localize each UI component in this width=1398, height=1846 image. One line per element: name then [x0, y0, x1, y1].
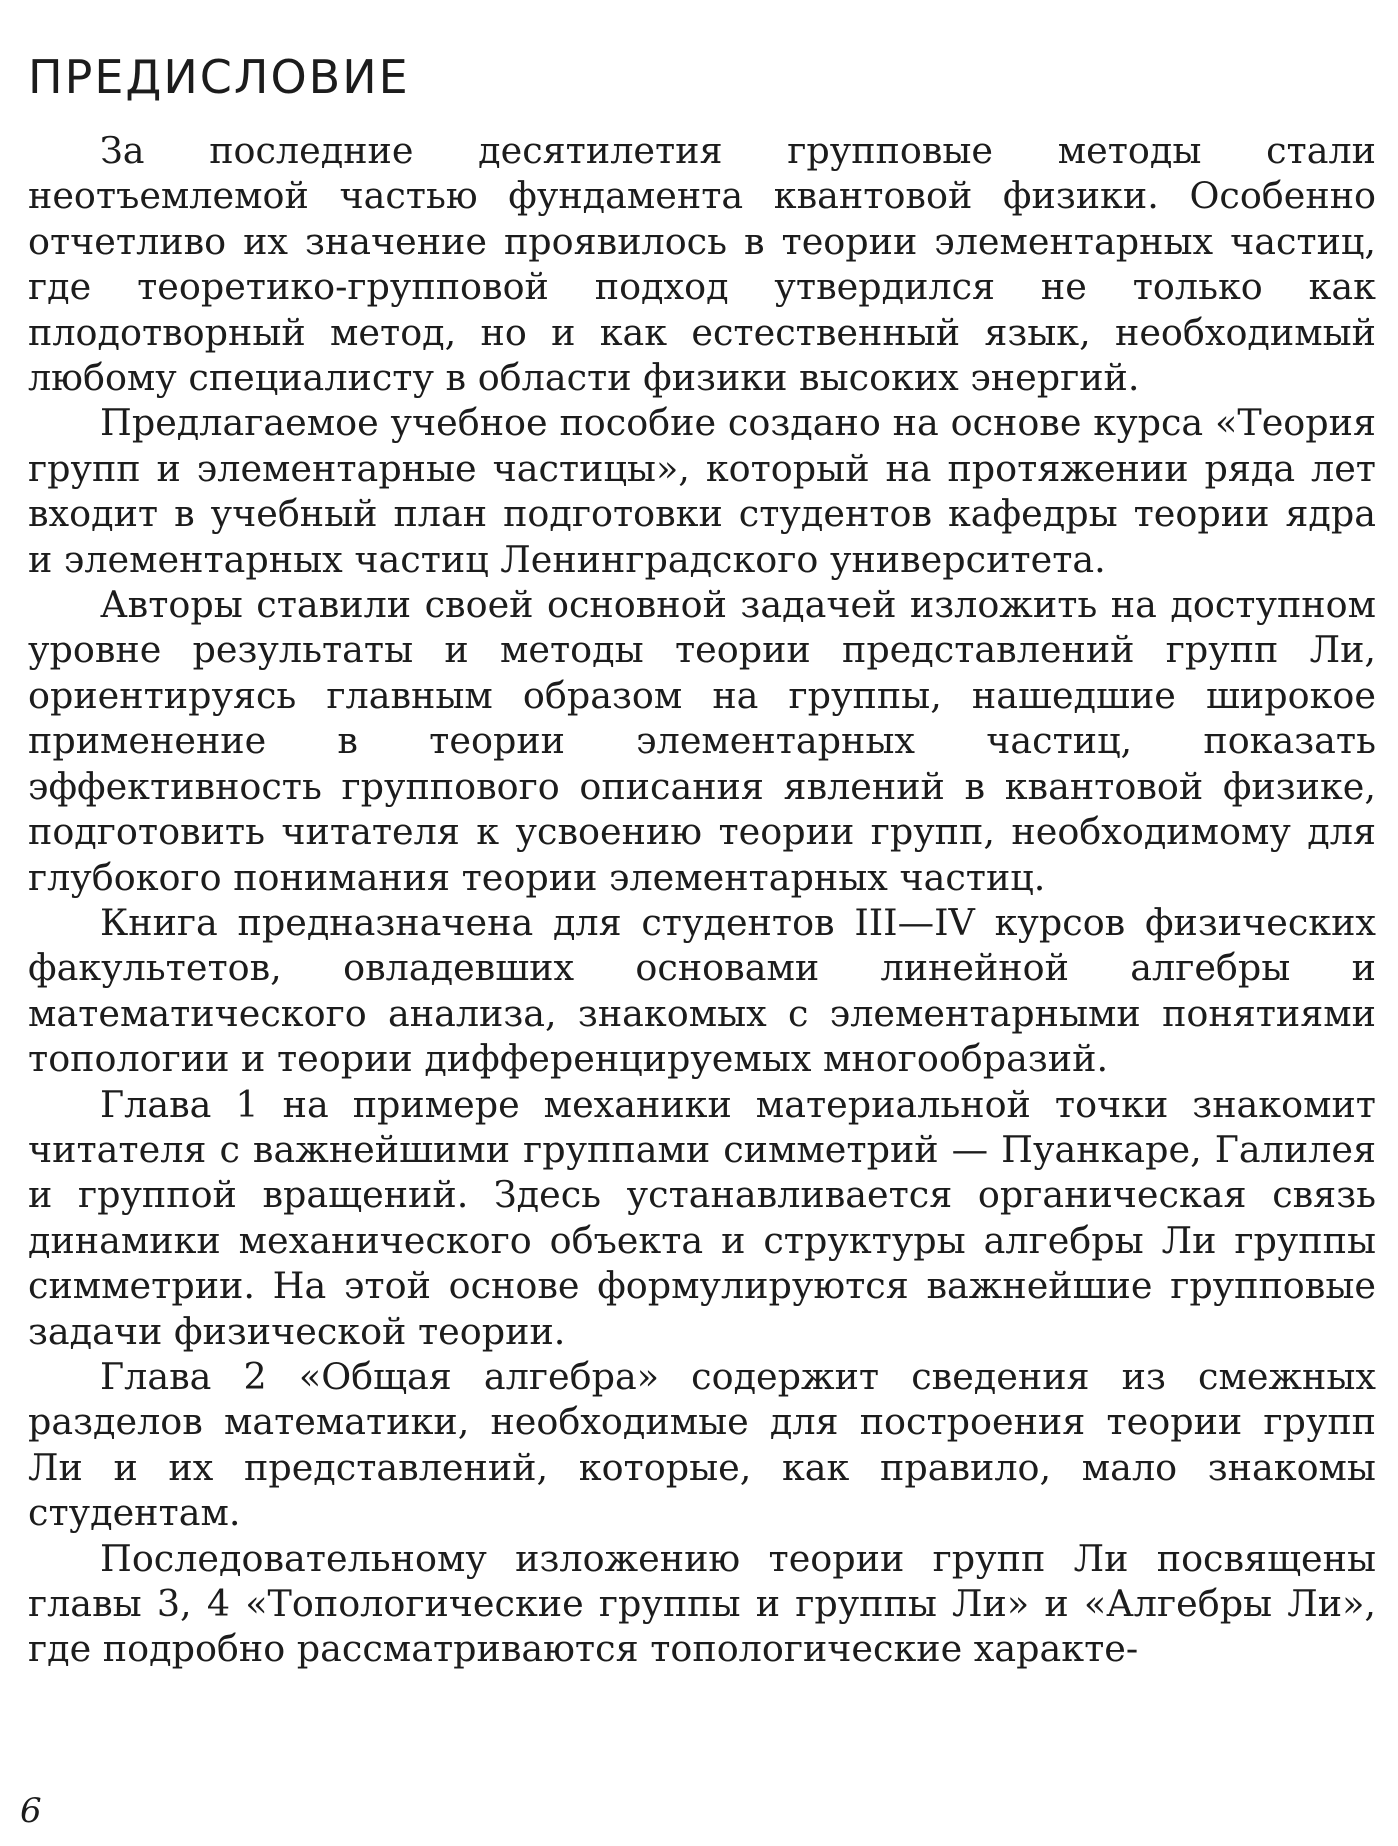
paragraph: Глава 1 на примере механики материальной точки знакомит читателя с важнейшими группами симметрий — Пуанкаре, Галилея и группой вращений. Здесь устанавливается органическая связь динамики механического объекта и структуры алгебры Ли группы симметрии. На этой основе формулируются важнейшие групповые задачи физической теории.	[28, 1082, 1376, 1353]
paragraph: Последовательному изложению теории групп Ли посвящены главы 3, 4 «Топологические группы и группы Ли» и «Алгебры Ли», где подробно рассматриваются топологические характе-	[28, 1536, 1376, 1671]
preface-text	[28, 128, 1376, 1672]
paragraph: Авторы ставили своей основной задачей изложить на доступном уровне результаты и методы теории представлений групп Ли, ориентируясь главным образом на группы, нашедшие широкое применение в теории элементарных частиц, показать эффективность группового описания явлений в квантовой физике, подготовить читателя к усвоению теории групп, необходимому для глубокого понимания теории элементарных частиц.	[28, 583, 1376, 899]
paragraph: Предлагаемое учебное пособие создано на основе курса «Теория групп и элементарные частицы», который на протяжении ряда лет входит в учебный план подготовки студентов кафедры теории ядра и элементарных частиц Ленинградского университета.	[28, 401, 1376, 581]
page-number: 6	[20, 1791, 42, 1831]
paragraph: За последние десятилетия групповые методы стали неотъемлемой частью фундамента квантовой физики. Особенно отчетливо их значение проявилось в теории элементарных частиц, где теоретико-групповой подход утвердился не только как плодотворный метод, но и как естественный язык, необходимый любому специалисту в области физики высоких энергий.	[28, 129, 1376, 400]
paragraph: Книга предназначена для студентов III—IV курсов физических факультетов, овладевших основами линейной алгебры и математического анализа, знакомых с элементарными понятиями топологии и теории дифференцируемых многообразий.	[28, 900, 1376, 1081]
paragraph: Глава 2 «Общая алгебра» содержит сведения из смежных разделов математики, необходимые для построения теории групп Ли и их представлений, которые, как правило, мало знакомы студентам.	[28, 1354, 1376, 1535]
page-title: ПРЕДИСЛОВИЕ	[28, 50, 410, 104]
